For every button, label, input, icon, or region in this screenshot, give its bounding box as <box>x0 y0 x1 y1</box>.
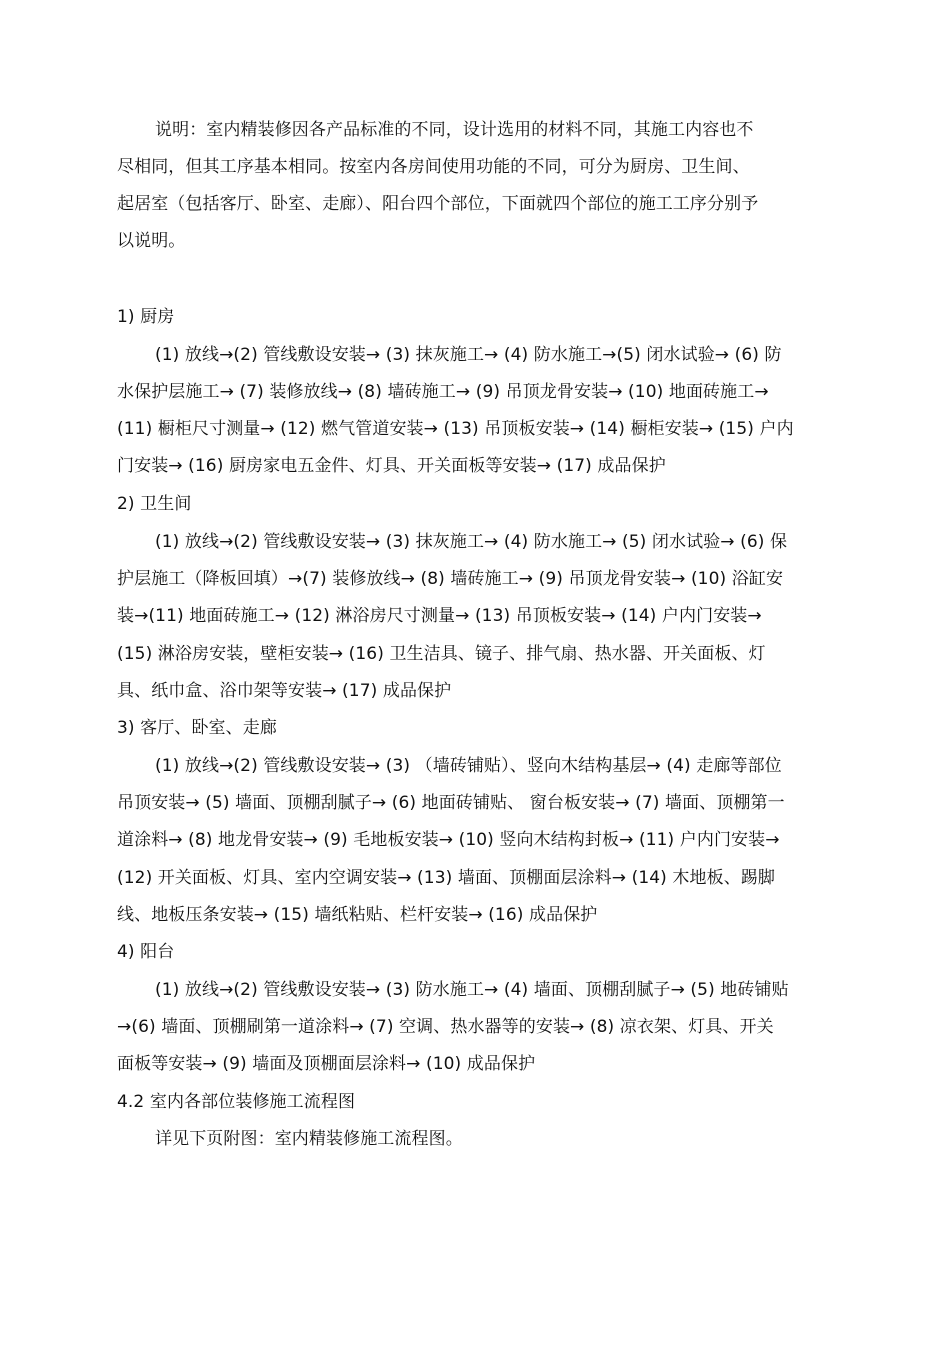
section-line: 护层施工（降板回填）→(7) 装修放线→ (8) 墙砖施工→ (9) 吊顶龙骨安装→ (10) 浴缸安 <box>117 569 784 589</box>
section-line: (1) 放线→(2) 管线敷设安装→ (3) 抹灰施工→ (4) 防水施工→(5) 闭水试验→ (6) 防 <box>155 345 782 365</box>
section-line: (1) 放线→(2) 管线敷设安装→ (3) （墙砖铺贴）、竖向木结构基层→ (4) 走廊等部位 <box>155 756 782 776</box>
section-line: (1) 放线→(2) 管线敷设安装→ (3) 防水施工→ (4) 墙面、顶棚刮腻子→ (5) 地砖铺贴 <box>155 980 789 1000</box>
section-line: 门安装→ (16) 厨房家电五金件、灯具、开关面板等安装→ (17) 成品保护 <box>117 456 666 476</box>
section-line: 面板等安装→ (9) 墙面及顶棚面层涂料→ (10) 成品保护 <box>117 1054 536 1074</box>
section-line: (1) 放线→(2) 管线敷设安装→ (3) 抹灰施工→ (4) 防水施工→ (5) 闭水试验→ (6) 保 <box>155 532 788 552</box>
section-line: 吊顶安装→ (5) 墙面、顶棚刮腻子→ (6) 地面砖铺贴、 窗台板安装→ (7) 墙面、顶棚第一 <box>117 793 785 813</box>
intro-line: 说明：室内精装修因各产品标准的不同，设计选用的材料不同，其施工内容也不 <box>155 120 754 140</box>
section-heading: 4) 阳台 <box>117 942 175 962</box>
section-line: 水保护层施工→ (7) 装修放线→ (8) 墙砖施工→ (9) 吊顶龙骨安装→ (10) 地面砖施工→ <box>117 382 769 402</box>
section-line: 装→(11) 地面砖施工→ (12) 淋浴房尺寸测量→ (13) 吊顶板安装→ (14) 户内门安装→ <box>117 606 762 626</box>
section-heading: 2) 卫生间 <box>117 494 192 514</box>
section-line: (15) 淋浴房安装，壁柜安装→ (16) 卫生洁具、镜子、排气扇、热水器、开关面板、灯 <box>117 644 766 664</box>
section-line: →(6) 墙面、顶棚刷第一道涂料→ (7) 空调、热水器等的安装→ (8) 凉衣架、灯具、开关 <box>117 1017 774 1037</box>
section-line: 具、纸巾盒、浴巾架等安装→ (17) 成品保护 <box>117 681 452 701</box>
section-line: 线、地板压条安装→ (15) 墙纸粘贴、栏杆安装→ (16) 成品保护 <box>117 905 598 925</box>
section-line: 详见下页附图：室内精装修施工流程图。 <box>155 1129 463 1149</box>
section-heading: 4.2 室内各部位装修施工流程图 <box>117 1092 356 1112</box>
section-heading: 1) 厨房 <box>117 307 175 327</box>
section-line: 道涂料→ (8) 地龙骨安装→ (9) 毛地板安装→ (10) 竖向木结构封板→ (11) 户内门安装→ <box>117 830 780 850</box>
section-heading: 3) 客厅、卧室、走廊 <box>117 718 277 738</box>
section-line: (11) 橱柜尺寸测量→ (12) 燃气管道安装→ (13) 吊顶板安装→ (14) 橱柜安装→ (15) 户内 <box>117 419 794 439</box>
intro-line: 起居室（包括客厅、卧室、走廊）、阳台四个部位，下面就四个部位的施工工序分别予 <box>117 194 759 214</box>
intro-line: 以说明。 <box>117 231 186 251</box>
section-line: (12) 开关面板、灯具、室内空调安装→ (13) 墙面、顶棚面层涂料→ (14) 木地板、踢脚 <box>117 868 775 888</box>
intro-line: 尽相同，但其工序基本相同。按室内各房间使用功能的不同，可分为厨房、卫生间、 <box>117 157 750 177</box>
